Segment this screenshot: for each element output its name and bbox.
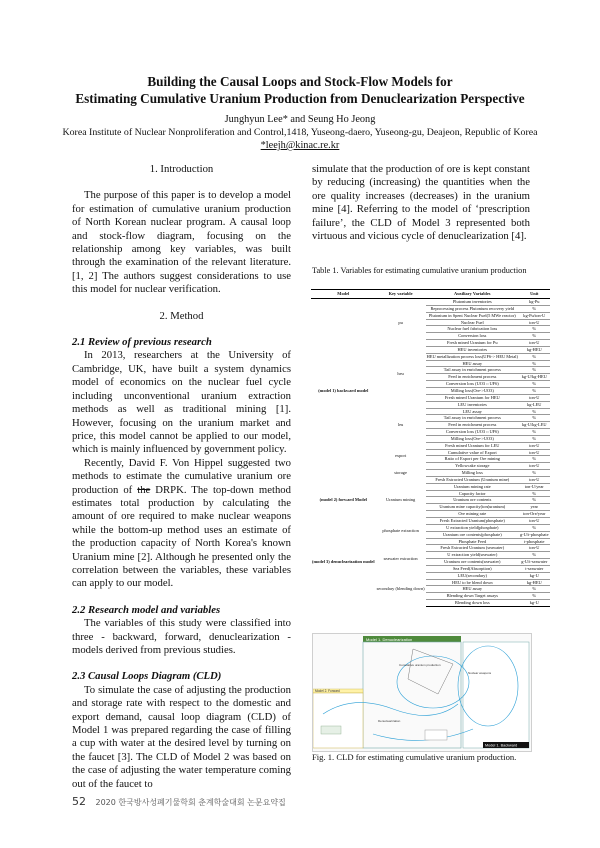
- unit-cell: kg-LEU: [519, 401, 550, 408]
- unit-cell: %: [519, 333, 550, 340]
- intro-paragraph: The purpose of this paper is to develop a model for estimation of cumulative uranium production of North Korean nuclear program. A causal loop and stock-flow diagram, focusing on the relationship among key variables, was built through the examination of the relevant literature. [1, 2] The authors suggest considerations to use this model for nuclear verification.: [72, 189, 291, 296]
- auxiliary-variable-cell: LEU inventories: [426, 401, 519, 408]
- auxiliary-variable-cell: Fresh Extracted Uranium (Uranium mine): [426, 476, 519, 483]
- unit-cell: %: [519, 408, 550, 415]
- node-cumulative-production: Cumulative uranium production: [399, 663, 441, 667]
- key-variable-cell: seawater extraction: [383, 555, 418, 561]
- key-variable-cell: secondary (blending down): [376, 586, 425, 592]
- author-email: *leejh@kinac.re.kr: [260, 140, 340, 151]
- table-caption: Table 1. Variables for estimating cumulative uranium production: [312, 266, 527, 275]
- author-affiliation: Korea Institute of Nuclear Nonproliferation and Control,1418, Yuseong-daero, Yuseong-gu, Deajeon, Republic of Korea: [62, 127, 538, 138]
- unit-cell: g-U/t-phosphate: [519, 531, 549, 537]
- unit-cell: %: [519, 367, 550, 374]
- left-column: [72, 163, 291, 791]
- unit-cell: %: [519, 353, 550, 360]
- unit-cell: %: [519, 593, 550, 600]
- unit-cell: ton-Ore/year: [519, 511, 550, 518]
- s21-text-b: DRPK. The top-down method estimates total production by calculating the amount of ore required to make nuclear weapons while the bottom-up method uses an estimate of the production capacity of North Korea's known Uranium mine [2]. Although he presented only the correlation between the variables, these variables can apply to our model.: [72, 483, 291, 590]
- unit-cell: ton-U: [519, 476, 550, 483]
- auxiliary-variable-cell: Uranium mining rate: [426, 483, 519, 490]
- unit-cell: %: [519, 435, 550, 442]
- model-cell: (model 1) backward model: [318, 388, 369, 394]
- auxiliary-variable-cell: Cumulative value of Export: [426, 449, 519, 456]
- unit-cell: year: [519, 504, 550, 511]
- section-2-1-heading: 2.1 Review of previous research: [72, 336, 212, 349]
- author-block: [40, 113, 560, 152]
- auxiliary-variable-cell: HEU inventories: [426, 346, 519, 353]
- forward-frame: [313, 693, 363, 748]
- unit-cell: %: [519, 490, 550, 497]
- model-cell: (model 3) denuclearization model: [312, 559, 375, 565]
- unit-cell: kg-U: [519, 572, 550, 579]
- unit-cell: t-phosphate: [519, 538, 550, 545]
- section-2-3-heading: 2.3 Causal Loops Diagram (CLD): [72, 670, 222, 683]
- auxiliary-variable-cell: Fresh Extracted Uranium(phosphate): [426, 518, 519, 525]
- header-auxiliary: Auxiliary Variables: [426, 290, 519, 299]
- auxiliary-variable-cell: U extraction yield(phosphate): [426, 524, 519, 531]
- unit-cell: %: [519, 415, 550, 422]
- title-line-2: Estimating Cumulative Uranium Production from Denuclearization Perspective: [75, 91, 525, 106]
- auxiliary-variable-cell: Yellowcake storage: [426, 463, 519, 470]
- auxiliary-variable-cell: Blending down Target assays: [426, 593, 519, 600]
- node-denuclearization: Denuclearization: [378, 719, 401, 723]
- section-2-2-heading: 2.2 Research model and variables: [72, 603, 221, 616]
- key-variable-cell: pu: [398, 319, 403, 325]
- header-key-variable: Key variable: [376, 290, 426, 299]
- unit-cell: ton-U: [519, 545, 550, 552]
- table-row: [311, 299, 550, 306]
- auxiliary-variable-cell: Milling loss(Ore->UO3): [426, 387, 519, 394]
- s21-text-a: Recently, David F. Von Hippel suggested two methods to estimate the cumulative uranium ore production of: [72, 456, 291, 496]
- method-heading: 2. Method: [159, 309, 204, 322]
- unit-cell: %: [519, 387, 550, 394]
- unit-cell: %: [519, 360, 550, 367]
- key-variable-cell: phosphate extraction: [382, 528, 419, 534]
- auxiliary-variable-cell: HEU metallization process loss(UF6-> HEU Metal): [426, 353, 518, 359]
- header-model: Model: [311, 290, 376, 299]
- auxiliary-variable-cell: Fresh Extracted Uranium (seawater): [426, 545, 519, 552]
- right-continuation-paragraph: simulate that the production of ore is kept constant by reducing (increasing) the quantities when the ore quality increases (decreases) in the uranium mine [4]. Referring to the model of ‘prescription failure’, the CLD of Model 3 represented both virtuous and vicious cycle of denuclearization [4].: [312, 163, 530, 243]
- auxiliary-variable-cell: Tail assay in enrichment process: [426, 415, 519, 422]
- model-cell: (model 2) forward Model: [319, 497, 367, 503]
- right-column-text: [312, 163, 530, 243]
- box2-title: Model 2. Forward: [315, 689, 340, 694]
- key-variable-cell: storage: [394, 470, 407, 476]
- auxiliary-variable-cell: Blending down loss: [426, 600, 519, 607]
- unit-cell: ton-U/year: [519, 483, 550, 490]
- key-variable-cell: export: [394, 452, 407, 458]
- table-row: [311, 518, 550, 525]
- denuc-node-box: [425, 730, 447, 740]
- auxiliary-variable-cell: Uranium mine capacity(ton(uranium): [426, 504, 519, 511]
- unit-cell: ton-U: [519, 449, 550, 456]
- key-variable-cell: heu: [397, 370, 404, 376]
- paper-title: [40, 73, 560, 107]
- footer-proceedings: 2020 한국방사성폐기물학회 춘계학술대회 논문요약집: [95, 798, 286, 807]
- unit-cell: %: [519, 381, 550, 388]
- unit-cell: kg-Pu: [519, 299, 550, 306]
- auxiliary-variable-cell: Tail assay in enrichment process: [426, 367, 519, 374]
- auxiliary-variable-cell: Nuclear Fuel: [426, 319, 519, 326]
- key-variable-cell: Uranium mining: [386, 497, 416, 503]
- auxiliary-variable-cell: Feed in enrichment process: [426, 422, 519, 429]
- table-body: [311, 299, 550, 607]
- node-nuclear-weapons: Nuclear weapons: [468, 671, 492, 675]
- unit-cell: kg-HEU: [519, 579, 550, 586]
- auxiliary-variable-cell: Plutonium in Spent Nuclear Fuel(5 MWe reactor): [426, 312, 519, 319]
- unit-cell: ton-U: [519, 340, 550, 347]
- auxiliary-variable-cell: Feed in enrichment process: [426, 374, 519, 381]
- unit-cell: kg-U/kg-LEU: [519, 422, 550, 429]
- intro-heading: 1. Introduction: [149, 163, 214, 175]
- auxiliary-variable-cell: HEU to be blend down: [426, 579, 519, 586]
- unit-cell: kg-Pu/ton-U: [519, 312, 550, 319]
- link-lines: [408, 649, 453, 694]
- key-variable-cell: leu: [397, 422, 404, 428]
- section-2-1-paragraph-2: [72, 457, 291, 591]
- unit-cell: t-seawater: [519, 565, 550, 572]
- auxiliary-variable-cell: U extraction yield(seawater): [426, 552, 519, 559]
- table-row: [311, 483, 550, 490]
- auxiliary-variable-cell: Milling loss: [426, 470, 519, 477]
- unit-cell: %: [519, 497, 550, 504]
- unit-cell: %: [519, 586, 550, 593]
- unit-cell: ton-U: [519, 394, 550, 401]
- header-unit: Unit: [519, 290, 550, 299]
- auxiliary-variable-cell: Nuclear fuel fabrication loss: [426, 326, 519, 333]
- auxiliary-variable-cell: Ratio of Export per Ore mining: [426, 456, 519, 463]
- auxiliary-variable-cell: LEU(secondary): [426, 572, 519, 579]
- auxiliary-variable-cell: HEU assay: [426, 586, 519, 593]
- auxiliary-variable-cell: Phosphate Feed: [426, 538, 519, 545]
- figure-caption: Fig. 1. CLD for estimating cumulative uranium production.: [312, 752, 517, 762]
- auxiliary-variable-cell: HEU assay: [426, 360, 519, 367]
- author-names: Junghyun Lee* and Seung Ho Jeong: [224, 114, 376, 125]
- unit-cell: kg-HEU: [519, 346, 550, 353]
- unit-cell: kg-U/kg-HEU: [519, 374, 550, 381]
- auxiliary-variable-cell: Conversion loss: [426, 333, 519, 340]
- section-2-3-paragraph: To simulate the case of adjusting the production and storage rate with respect to the domestic and export demand, causal loop diagram (CLD) of Model 1 was prepared regarding the case of filling a cup with water at the desired level by turning on the faucet [3]. The CLD of Model 2 was based on the case of adjusting the water temperature coming out of the faucet to: [72, 683, 291, 790]
- unit-cell: %: [519, 456, 550, 463]
- auxiliary-variable-cell: Fresh mined Uranium for LEU: [426, 442, 519, 449]
- loop-arc-4: [373, 729, 473, 740]
- footer: [72, 795, 286, 808]
- section-2-1-paragraph-1: In 2013, researchers at the University of Cambridge, UK, have built a system dynamics model of economics on the nuclear fuel cycle including unconventional uranium extraction methods as well as traditional mining [1]. However, focusing on the uranium market and price, this model cannot be applied to our model, which is mainly influenced by government policy.: [72, 349, 291, 456]
- auxiliary-variable-cell: Ore mining rate: [426, 511, 519, 518]
- unit-cell: %: [519, 429, 550, 436]
- unit-cell: %: [519, 552, 550, 559]
- unit-cell: ton-U: [519, 319, 550, 326]
- auxiliary-variable-cell: LEU assay: [426, 408, 519, 415]
- unit-cell: %: [519, 326, 550, 333]
- unit-cell: ton-U: [519, 442, 550, 449]
- auxiliary-variable-cell: Uranium ore contents: [426, 497, 519, 504]
- forward-node-box: [321, 726, 341, 734]
- auxiliary-variable-cell: Uranium ore contents(phosphate): [426, 531, 519, 538]
- auxiliary-variable-cell: Fresh mined Uranium for HEU: [426, 394, 519, 401]
- auxiliary-variable-cell: Uranium ore contents(seawater): [426, 559, 519, 566]
- unit-cell: %: [519, 524, 550, 531]
- auxiliary-variable-cell: Plutonium inventories: [426, 299, 519, 306]
- page-number: 52: [72, 795, 86, 808]
- variables-table-wrapper: [311, 289, 549, 607]
- section-2-2-paragraph: The variables of this study were classified into three - backward, forward, denuclearization - models derived from previous studies.: [72, 617, 291, 656]
- unit-cell: %: [519, 305, 550, 312]
- variables-table: [311, 289, 550, 607]
- box1-title: Model 1. Denuclearization: [366, 636, 413, 642]
- auxiliary-variable-cell: Fresh mined Uranium for Pu: [426, 340, 519, 347]
- title-line-1: Building the Causal Loops and Stock-Flow Models for: [147, 74, 453, 89]
- auxiliary-variable-cell: Reprocessing process Plutonium recovery yield: [426, 305, 519, 312]
- auxiliary-variable-cell: Sea Feed(Absorption): [426, 565, 519, 572]
- auxiliary-variable-cell: Capacity factor: [426, 490, 519, 497]
- auxiliary-variable-cell: Milling loss(Ore->UO3): [426, 435, 519, 442]
- unit-cell: %: [519, 470, 550, 477]
- unit-cell: ton-U: [519, 518, 550, 525]
- unit-cell: ton-U: [519, 463, 550, 470]
- cld-figure: [312, 633, 532, 752]
- cld-diagram: [313, 634, 531, 751]
- auxiliary-variable-cell: Conversion loss (UO3⇔UF6): [426, 381, 519, 388]
- backward-frame: [463, 642, 529, 748]
- auxiliary-variable-cell: Conversion loss (UO3⇔UF6): [426, 429, 519, 436]
- s21-strikethrough: the: [137, 483, 151, 496]
- box3-title: Model 1. Backward: [485, 743, 518, 748]
- unit-cell: kg-U: [519, 600, 550, 607]
- unit-cell: g-U/t-seawater: [519, 559, 550, 566]
